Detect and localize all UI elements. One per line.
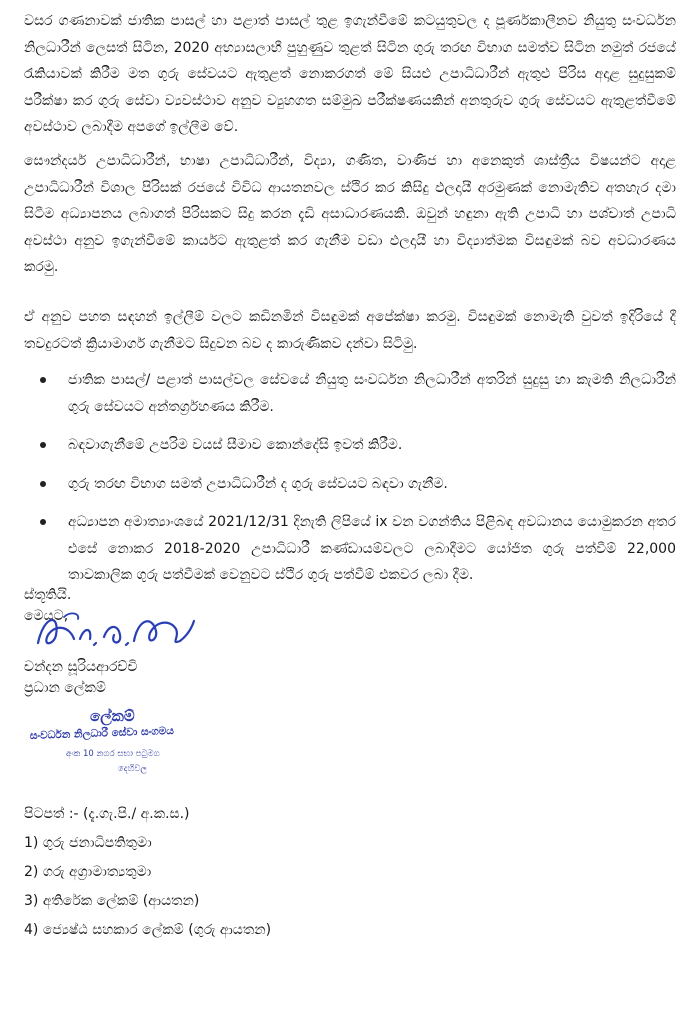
bullet-icon	[40, 481, 46, 487]
request-list	[40, 367, 676, 601]
list-item	[40, 509, 676, 589]
svg-text:සංවර්ධන නිලධාරී සේවා සංගමය: සංවර්ධන නිලධාරී සේවා සංගමය	[29, 724, 175, 742]
list-item-text: අධ්‍යාපන අමාත්‍යාංශයේ 2021/12/31 දිනැති ලිපියේ ix වන වගන්තිය පිළිබඳ අවධානය යොමුකරන අතර එසේ නොකර 2018-2020 උපාධිධාරී කණ්ඩායම්වලට ලබාදීමට යෝජිත ගුරු පත්වීම් 22,000 තාවකාලික ගුරු පත්වීමක් වෙනුවට ස්ථිර ගුරු පත්වීම් එකවර ලබා දීම.	[68, 514, 676, 583]
bullet-icon	[40, 442, 46, 448]
list-item	[40, 471, 676, 498]
copy-recipient-3: 3) අතිරේක ලේකම් (ආයතන)	[24, 893, 200, 909]
copy-recipient-2: 2) ගරු අග්‍රාමාත්‍යතුමා	[24, 864, 152, 880]
list-item	[40, 432, 676, 459]
paragraph-1: වසර ගණනාවක් ජාතික පාසල් හා පළාත් පාසල් තුළ ඉගැන්වීමේ කටයුතුවල ද පූර්ණකාලීනව නියුතු සංවර්ධන නිලධාරීන් ලෙසත් සිටින, 2020 අභ්‍යාසලාභී පුහුණුව තුළත් සිටින ගුරු තරඟ විභාග සමත්ව සිටින නමුත් රජයේ රැකියාවක් කිරීම මත ගුරු සේවයට ඇතුළත් නොකරගත් මේ සියළු උපාධිධාරීන් ඇතුළු පිරිස අදාළ සුදුසුකම් පරීක්ෂා කර ගුරු සේවා ව්‍යවස්ථාව අනුව ව්‍යුහගත සම්මුඛ පරීක්ෂණයකින් අනතුරුව ගුරු සේවයට ඇතුළත්වීමේ අවස්ථාව ලබාදීම අපගේ ඉල්ලීම වේ.	[24, 13, 676, 135]
list-item	[40, 367, 676, 420]
sincerely-text: මෙයට,	[24, 608, 69, 624]
bullet-icon	[40, 519, 46, 525]
handwritten-signature	[30, 605, 200, 655]
svg-text:ලේකම්: ලේකම්	[90, 707, 135, 725]
official-stamp	[28, 703, 238, 775]
svg-text:දෙහිවල: දෙහිවල	[118, 764, 147, 774]
signatory-name: චන්දන සූරියආරච්චි	[24, 659, 138, 675]
paragraph-2: සෞන්දර්ය උපාධිධාරීන්, භාෂා උපාධිධාරීන්, විද්‍යා, ගණිත, වාණිජ හා අනෙකුත් ශාස්ත්‍රීය විෂයන්ට අදාළ උපාධිධාරීන් විශාල පිරිසක් රජයේ විවිධ ආයතනවල ස්ථිර කර කිසිදු ඵලදායී අරමුණක් නොමැතිව අතහැර දමා සිටීම අධ්‍යාපනය ලබාගත් පිරිසකට සිදු කරන දැඩි අසාධාරණයකි. ඔවුන් හඳුනා ඇති උපාධි හා පශ්චාත් උපාධි අවස්ථා අනුව ඉගැන්වීමේ කාර්යට ඇතුළත් කර ගැනීම වඩා ඵලදායී හා විද්‍යාත්මක විසඳුමක් බව අවධාරණය කරමු.	[24, 153, 676, 275]
copies-heading: පිටපත් :- (දැ.ගැ.පි./ අ.ක.ස.)	[24, 806, 190, 822]
signatory-title: ප්‍රධාන ලේකම්	[24, 680, 106, 696]
copy-recipient-4: 4) ජ්‍යෙෂ්ඨ සහකාර ලේකම් (ගුරු ආයතන)	[24, 922, 272, 938]
list-item-text: ගුරු තරඟ විභාග සමත් උපාධිධාරීන් ද ගුරු සේවයට බඳවා ගැනීම.	[68, 475, 448, 492]
copy-recipient-1: 1) ගුරු ජනාධිපතිතුමා	[24, 835, 152, 851]
paragraph-3: ඒ අනුව පහත සඳහන් ඉල්ලීම් වලට කඩිනමින් විසඳුමක් අපේක්ෂා කරමු. විසඳුමක් නොමැති වුවත් ඉදිරියේ දී තවදුරටත් ක්‍රියාමාර්ග ගැනීමට සිදුවන බව ද කාරුණිකව දන්වා සිටිමු.	[24, 309, 676, 352]
list-item-text: බඳවාගැනීමේ උපරිම වයස් සීමාව කොන්දේසි ඉවත් කිරීම.	[68, 437, 403, 453]
copies-section	[24, 804, 624, 949]
thanks-text: ස්තූතියි.	[24, 587, 72, 603]
svg-text:අංක 10 නගර සභා පටුමග: අංක 10 නගර සභා පටුමග	[66, 749, 160, 759]
list-item-text: ජාතික පාසල්/ පළාත් පාසල්වල සේවයේ නියුතු සංවර්ධන නිලධාරීන් අතරින් සුදුසු හා කැමති නිලධාරීන් ගුරු සේවයට අන්තර්ග්‍රහණය කිරීම.	[68, 372, 676, 415]
bullet-icon	[40, 377, 46, 383]
